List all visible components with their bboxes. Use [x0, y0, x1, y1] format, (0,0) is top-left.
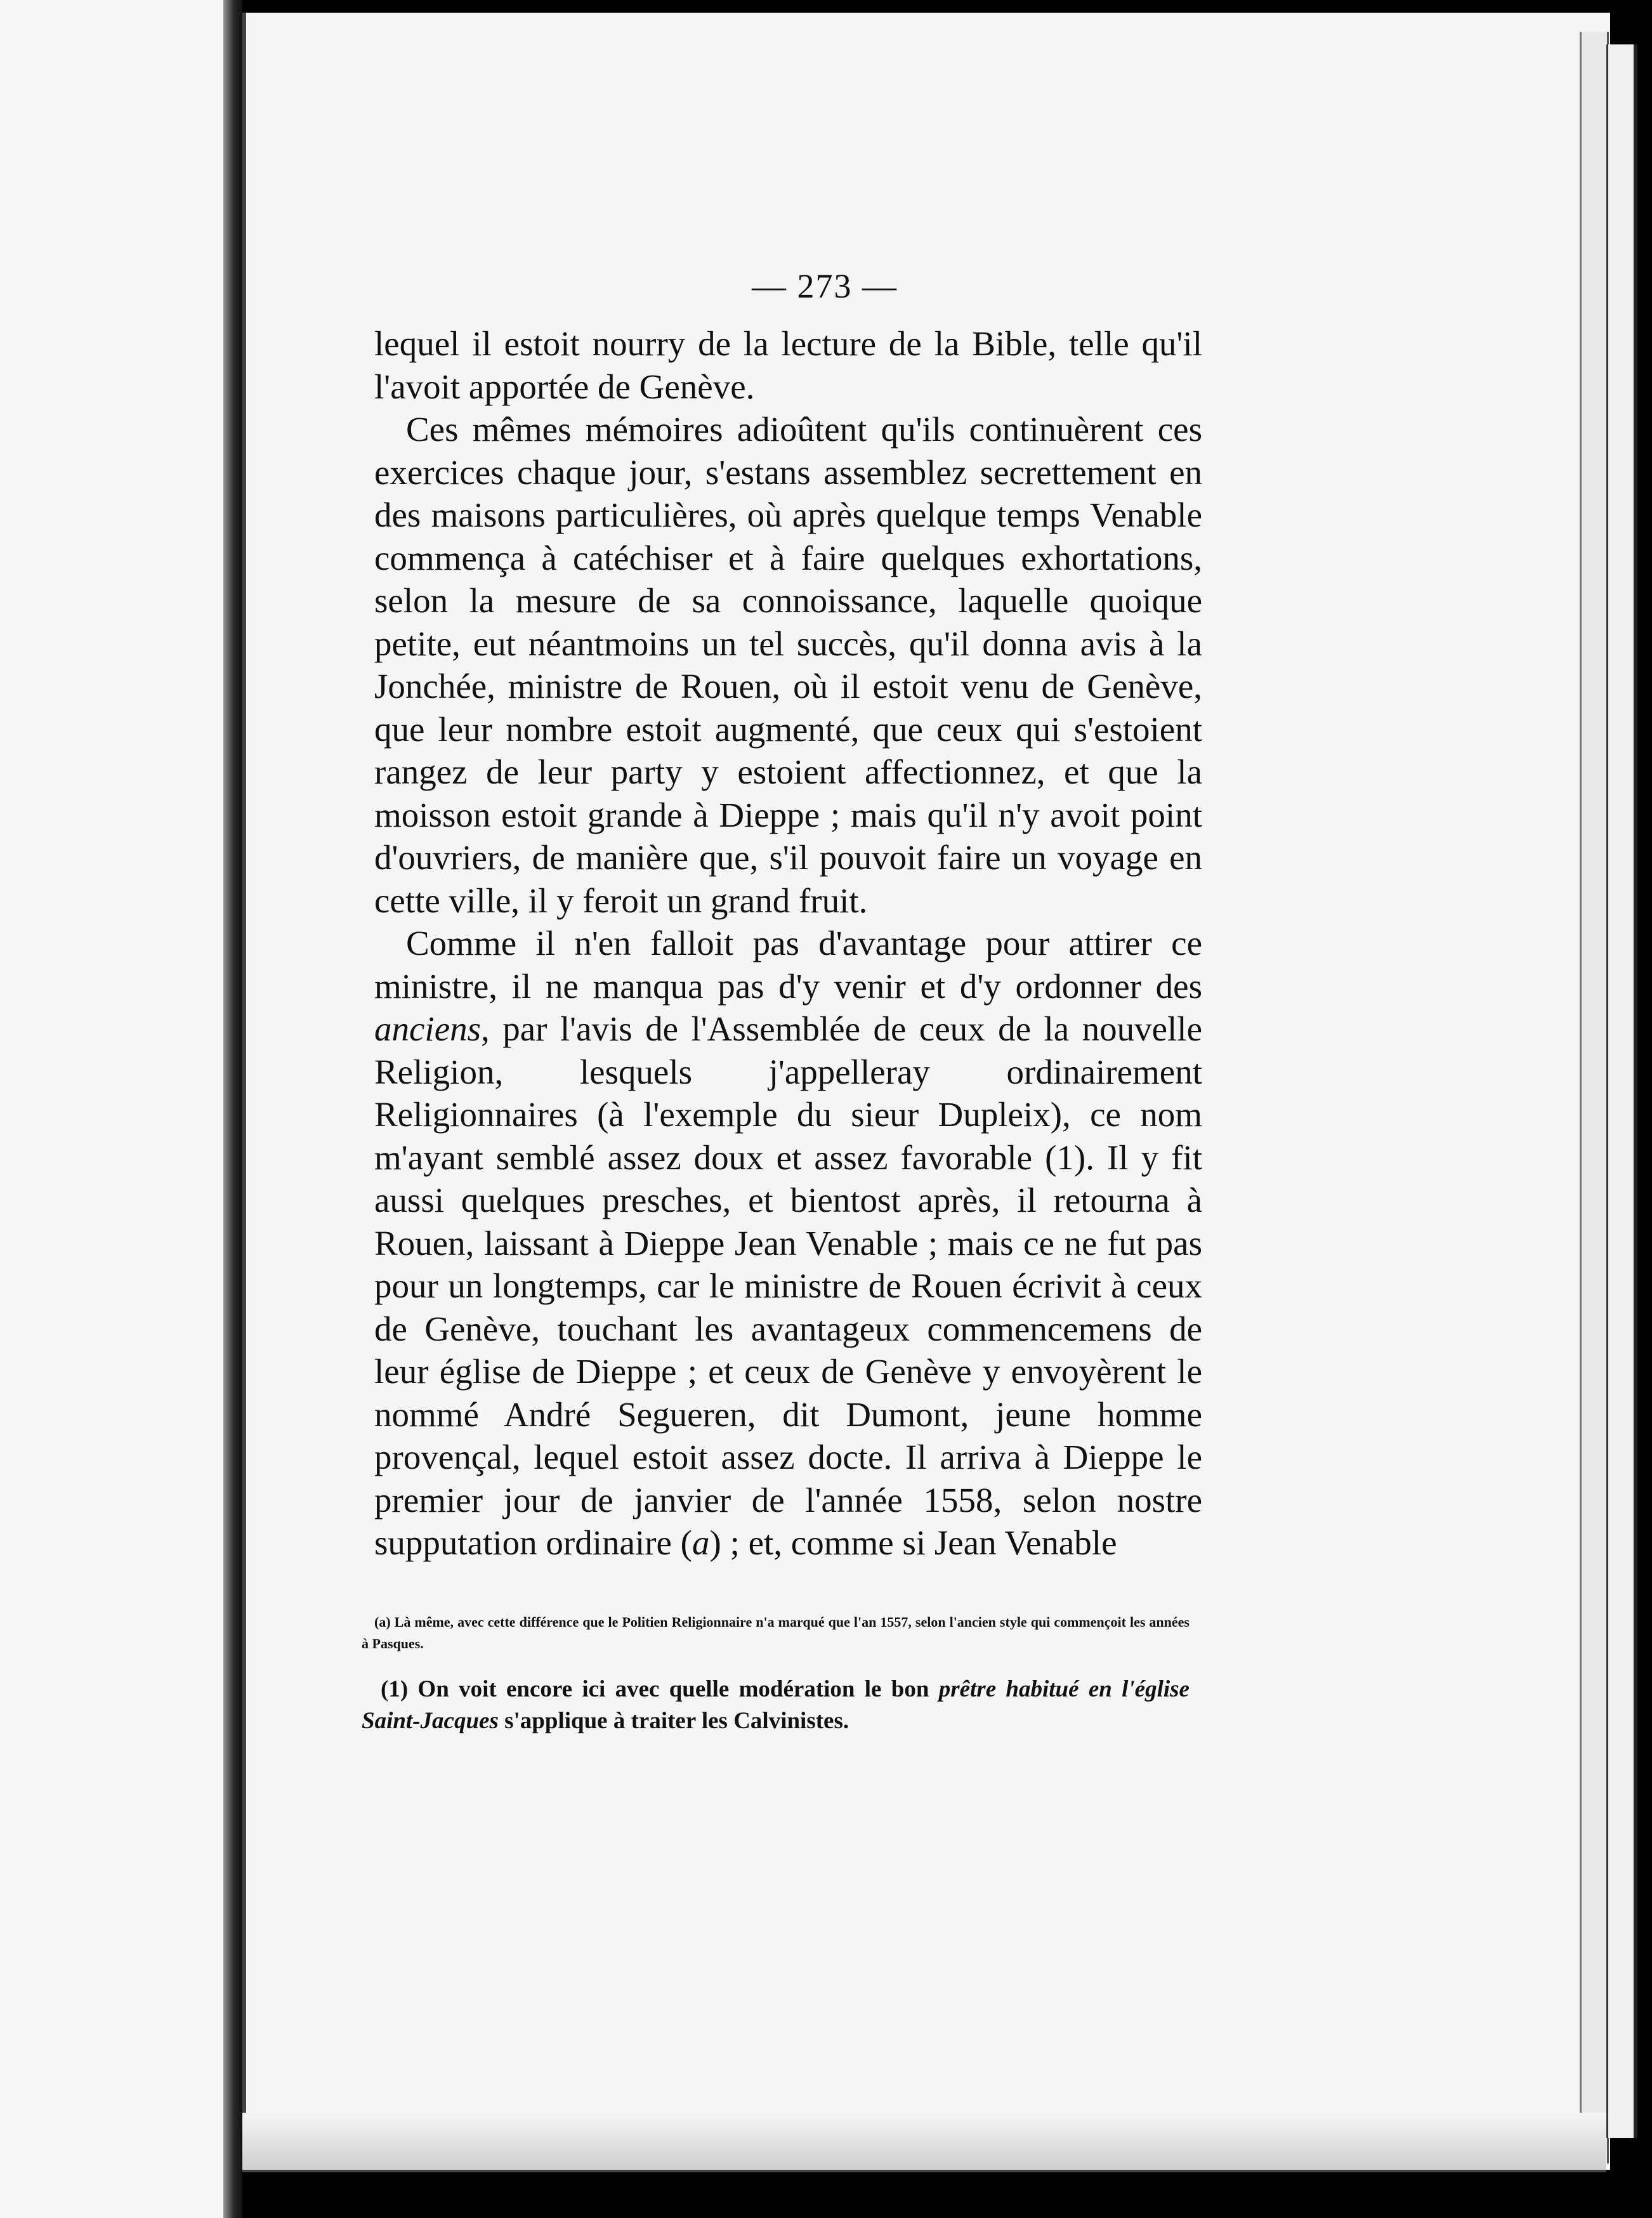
page-number: — 273 — — [752, 267, 898, 305]
footnote-1 — [362, 1674, 1190, 1737]
left-page — [0, 0, 236, 2218]
footnote-1-italic: prêtre habitué en l'église Saint-Jacques — [362, 1676, 1190, 1734]
page-edge — [1580, 32, 1609, 2163]
paragraph-3-italic: anciens — [374, 1009, 482, 1048]
footnotes — [362, 1611, 1190, 1737]
paragraph-3-text: Comme il n'en falloit pas d'avantage pour attirer ce ministre, il ne manqua pas d'y venir et d'y ordonner des — [374, 924, 1202, 1006]
footnote-1-text: s'applique à traiter les Calvinistes. — [498, 1708, 849, 1734]
paragraph-3 — [374, 922, 1202, 1565]
footnote-1-text: (1) On voit encore ici avec quelle modération le bon — [381, 1676, 939, 1702]
page-bottom-edge — [242, 2113, 1606, 2172]
book-gutter — [223, 0, 242, 2218]
footnote-a: (a) Là même, avec cette différence que le Politien Religionnaire n'a marqué que l'an 1557, selon l'ancien style qui commençoit les années à Pasques. — [362, 1614, 1190, 1651]
paragraph-2: Ces mêmes mémoires adioûtent qu'ils continuèrent ces exercices chaque jour, s'estans assemblez secrettement en des maisons particulières, où après quelque temps Venable commença à catéchiser et à faire quelques exhortations, selon la mesure de sa connoissance, laquelle quoique petite, eut néantmoins un tel succès, qu'il donna avis à la Jonchée, ministre de Rouen, où il estoit venu de Genève, que leur nombre estoit augmenté, que ceux qui s'estoient rangez de leur party y estoient affectionnez, et que la moisson estoit grande à Dieppe ; mais qu'il n'y avoit point d'ouvriers, de manière que, s'il pouvoit faire un voyage en cette ville, il y feroit un grand fruit. — [374, 410, 1202, 920]
paragraph-3-text: ) ; et, comme si Jean Venable — [709, 1523, 1117, 1562]
page-edge — [1606, 44, 1637, 2138]
paragraph-1: lequel il estoit nourry de la lecture de la Bible, telle qu'il l'avoit apportée de Genève. — [374, 324, 1202, 406]
body-text — [374, 322, 1202, 1565]
paragraph-3-text: , par l'avis de l'Assemblée de ceux de la nouvelle Religion, lesquels j'appelleray ordinairement Religionnaires (à l'exemple du sieur Dupleix), ce nom m'ayant semblé assez doux et assez favorable (1). Il y fit aussi quelques presches, et bientost après, il retourna à Rouen, laissant à Dieppe Jean Venable ; mais ce ne fut pas pour un longtemps, car le ministre de Rouen écrivit à ceux de Genève, touchant les avantageux commencemens de leur église de Dieppe ; et ceux de Genève y envoyèrent le nommé André Segueren, dit Dumont, jeune homme provençal, lequel estoit assez docte. Il arriva à Dieppe le premier jour de janvier de l'année 1558, selon nostre supputation ordinaire ( — [374, 1009, 1202, 1562]
footnote-ref-a: a — [692, 1523, 710, 1562]
